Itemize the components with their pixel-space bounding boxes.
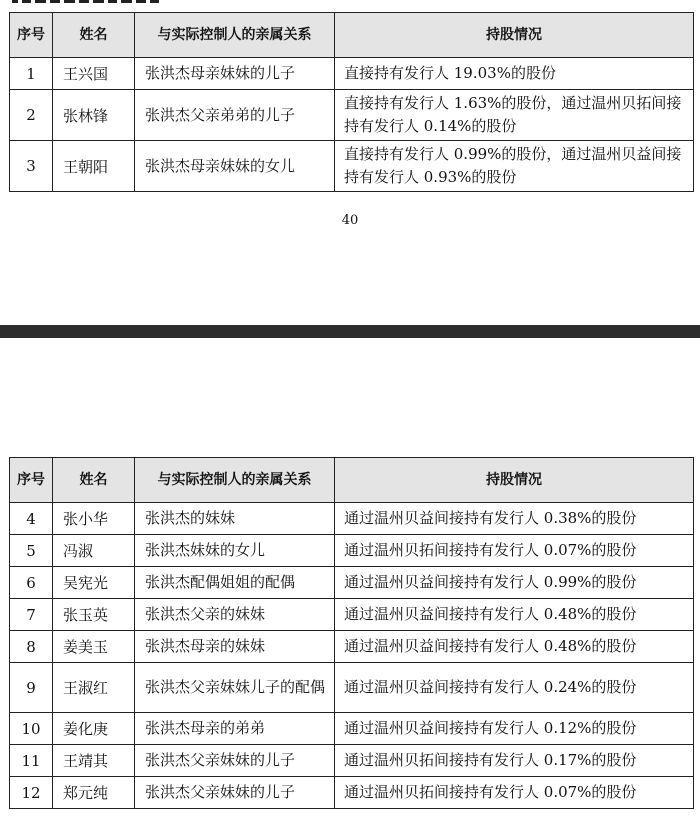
cell-holding: 通过温州贝益间接持有发行人 0.48%的股份 bbox=[335, 631, 694, 663]
table-row bbox=[10, 90, 694, 141]
cell-relation: 张洪杰父亲妹妹的儿子 bbox=[135, 745, 335, 777]
header-holding: 持股情况 bbox=[335, 13, 694, 58]
cell-holding: 通过温州贝拓间接持有发行人 0.07%的股份 bbox=[335, 777, 694, 809]
cell-name: 张林锋 bbox=[53, 90, 135, 141]
cell-relation: 张洪杰母亲妹妹的女儿 bbox=[135, 141, 335, 192]
table-row bbox=[10, 599, 694, 631]
cell-name: 郑元纯 bbox=[53, 777, 135, 809]
cell-no: 4 bbox=[10, 503, 53, 535]
table-row bbox=[10, 141, 694, 192]
cell-no: 3 bbox=[10, 141, 53, 192]
cell-no: 7 bbox=[10, 599, 53, 631]
cell-relation: 张洪杰配偶姐姐的配偶 bbox=[135, 567, 335, 599]
cell-relation: 张洪杰妹妹的女儿 bbox=[135, 535, 335, 567]
cell-holding: 通过温州贝益间接持有发行人 0.12%的股份 bbox=[335, 713, 694, 745]
cell-holding: 通过温州贝益间接持有发行人 0.24%的股份 bbox=[335, 663, 694, 713]
cell-relation: 张洪杰母亲的弟弟 bbox=[135, 713, 335, 745]
cell-relation: 张洪杰父亲妹妹的儿子 bbox=[135, 777, 335, 809]
cell-name: 王淑红 bbox=[53, 663, 135, 713]
page-separator bbox=[0, 325, 700, 338]
cell-no: 9 bbox=[10, 663, 53, 713]
cell-name: 姜美玉 bbox=[53, 631, 135, 663]
table-row bbox=[10, 58, 694, 90]
cell-holding: 直接持有发行人 1.63%的股份，通过温州贝拓间接持有发行人 0.14%的股份 bbox=[335, 90, 694, 141]
cell-no: 10 bbox=[10, 713, 53, 745]
header-holding: 持股情况 bbox=[335, 458, 694, 503]
cell-holding: 通过温州贝拓间接持有发行人 0.07%的股份 bbox=[335, 535, 694, 567]
cell-relation: 张洪杰父亲弟弟的儿子 bbox=[135, 90, 335, 141]
table-row bbox=[10, 777, 694, 809]
header-no: 序号 bbox=[10, 13, 53, 58]
cell-relation: 张洪杰父亲的妹妹 bbox=[135, 599, 335, 631]
table-header-row bbox=[10, 458, 694, 503]
cell-holding: 通过温州贝益间接持有发行人 0.99%的股份 bbox=[335, 567, 694, 599]
header-relation: 与实际控制人的亲属关系 bbox=[135, 458, 335, 503]
cell-holding: 通过温州贝拓间接持有发行人 0.17%的股份 bbox=[335, 745, 694, 777]
table-row bbox=[10, 503, 694, 535]
document-page-upper bbox=[0, 0, 700, 325]
cell-name: 吴宪光 bbox=[53, 567, 135, 599]
cell-name: 王靖其 bbox=[53, 745, 135, 777]
cell-no: 2 bbox=[10, 90, 53, 141]
header-no: 序号 bbox=[10, 458, 53, 503]
cell-name: 张玉英 bbox=[53, 599, 135, 631]
cut-off-text-fragment bbox=[0, 0, 700, 4]
cell-relation: 张洪杰的妹妹 bbox=[135, 503, 335, 535]
cell-no: 8 bbox=[10, 631, 53, 663]
table-row bbox=[10, 567, 694, 599]
header-name: 姓名 bbox=[53, 458, 135, 503]
cell-no: 5 bbox=[10, 535, 53, 567]
relatives-table-part-2 bbox=[9, 457, 694, 809]
cell-holding: 通过温州贝益间接持有发行人 0.48%的股份 bbox=[335, 599, 694, 631]
cell-no: 11 bbox=[10, 745, 53, 777]
cell-relation: 张洪杰母亲的妹妹 bbox=[135, 631, 335, 663]
cell-relation: 张洪杰父亲妹妹儿子的配偶 bbox=[135, 663, 335, 713]
table-row bbox=[10, 631, 694, 663]
relatives-table-part-1 bbox=[9, 12, 694, 192]
page-number: 40 bbox=[341, 213, 359, 228]
table-header-row bbox=[10, 13, 694, 58]
table-row bbox=[10, 535, 694, 567]
cell-relation: 张洪杰母亲妹妹的儿子 bbox=[135, 58, 335, 90]
table-row bbox=[10, 713, 694, 745]
cell-name: 王朝阳 bbox=[53, 141, 135, 192]
cell-no: 1 bbox=[10, 58, 53, 90]
header-relation: 与实际控制人的亲属关系 bbox=[135, 13, 335, 58]
cell-no: 6 bbox=[10, 567, 53, 599]
table-row bbox=[10, 663, 694, 713]
cell-name: 姜化庚 bbox=[53, 713, 135, 745]
cell-holding: 直接持有发行人 0.99%的股份，通过温州贝益间接持有发行人 0.93%的股份 bbox=[335, 141, 694, 192]
cell-name: 张小华 bbox=[53, 503, 135, 535]
cell-holding: 直接持有发行人 19.03%的股份 bbox=[335, 58, 694, 90]
table-row bbox=[10, 745, 694, 777]
header-name: 姓名 bbox=[53, 13, 135, 58]
cell-name: 王兴国 bbox=[53, 58, 135, 90]
cell-no: 12 bbox=[10, 777, 53, 809]
cell-name: 冯淑 bbox=[53, 535, 135, 567]
cell-holding: 通过温州贝益间接持有发行人 0.38%的股份 bbox=[335, 503, 694, 535]
